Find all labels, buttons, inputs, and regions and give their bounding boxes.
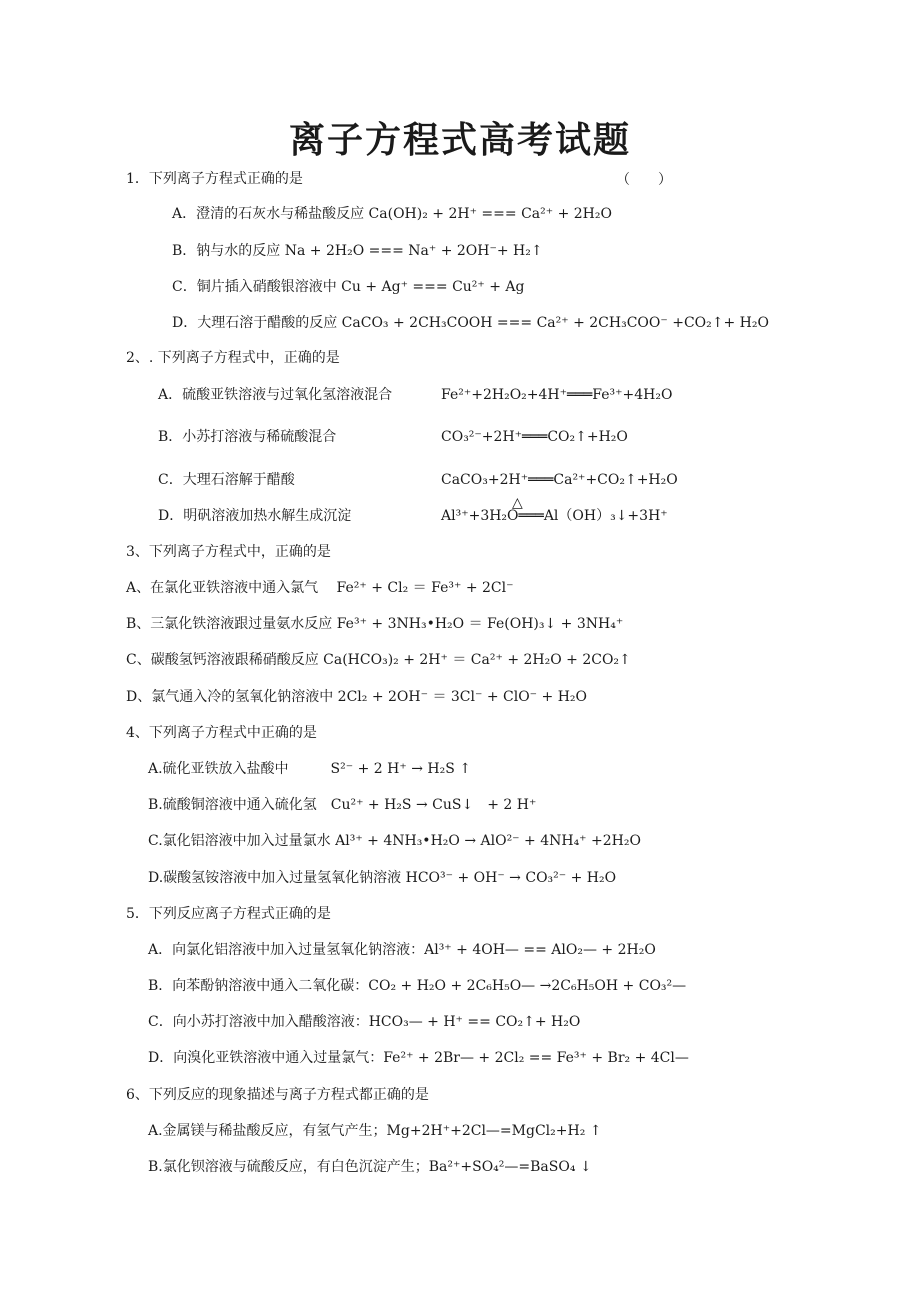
q5-option-a: A．向氯化铝溶液中加入过量氢氧化钠溶液：Al³⁺ + 4OH— == AlO₂— + 2H₂O [148,942,656,958]
q3-option-b: B、三氯化铁溶液跟过量氨水反应 Fe³⁺ + 3NH₃•H₂O ＝ Fe(OH)₃↓ + 3NH₄⁺ [126,616,624,632]
q3-option-c: C、碳酸氢钙溶液跟稀硝酸反应 Ca(HCO₃)₂ + 2H⁺ ＝ Ca²⁺ + 2H₂O + 2CO₂↑ [126,652,631,668]
q2-stem: 2、. 下列离子方程式中，正确的是 [126,350,340,366]
q4-option-d: D.碳酸氢铵溶液中加入过量氢氧化钠溶液 HCO³⁻ + OH⁻ → CO₃²⁻ + H₂O [148,870,617,886]
q4-option-b: B.硫酸铜溶液中通入硫化氢 Cu²⁺ + H₂S → CuS↓ + 2 H⁺ [148,797,537,813]
q3-option-d: D、氯气通入冷的氢氧化钠溶液中 2Cl₂ + 2OH⁻ ＝ 3Cl⁻ + ClO⁻ + H₂O [126,689,588,705]
q6-option-b: B.氯化钡溶液与硫酸反应，有白色沉淀产生；Ba²⁺+SO₄²—=BaSO₄ ↓ [148,1159,592,1175]
page-title: 离子方程式高考试题 [288,120,631,161]
q6-option-a: A.金属镁与稀盐酸反应，有氢气产生；Mg+2H⁺+2Cl—=MgCl₂+H₂ ↑ [148,1123,602,1139]
q3-stem: 3、下列离子方程式中，正确的是 [126,544,331,560]
q2-option-b-label: B．小苏打溶液与稀硫酸混合 [158,429,337,445]
q5-stem: 5．下列反应离子方程式正确的是 [126,906,331,922]
q1-option-c: C．铜片插入硝酸银溶液中 Cu + Ag⁺ === Cu²⁺ + Ag [172,279,525,295]
q4-option-c: C.氯化铝溶液中加入过量氯水 Al³⁺ + 4NH₃•H₂O → AlO²⁻ + 4NH₄⁺ +2H₂O [148,833,641,849]
q4-stem: 4、下列离子方程式中正确的是 [126,725,317,741]
q6-stem: 6、下列反应的现象描述与离子方程式都正确的是 [126,1087,429,1103]
q2-option-d-label: D．明矾溶液加热水解生成沉淀 [158,508,352,524]
q2-option-a-label: A．硫酸亚铁溶液与过氧化氢溶液混合 [158,387,393,403]
heating-condition: △ [512,495,523,511]
q2-option-b-formula: CO₃²⁻+2H⁺═══CO₂↑+H₂O [441,429,628,445]
q5-option-c: C．向小苏打溶液中加入醋酸溶液：HCO₃— + H⁺ == CO₂↑+ H₂O [148,1014,581,1030]
q2-option-a-formula: Fe²⁺+2H₂O₂+4H⁺═══Fe³⁺+4H₂O [441,387,673,403]
q1-option-b: B．钠与水的反应 Na + 2H₂O === Na⁺ + 2OH⁻+ H₂↑ [172,243,543,259]
q3-option-a: A、在氯化亚铁溶液中通入氯气 Fe²⁺ + Cl₂ ＝ Fe³⁺ + 2Cl⁻ [126,580,514,596]
q4-option-a: A.硫化亚铁放入盐酸中 S²⁻ + 2 H⁺ → H₂S ↑ [148,761,471,777]
q1-answer-bracket: （ ） [616,172,672,188]
q1-option-d: D．大理石溶于醋酸的反应 CaCO₃ + 2CH₃COOH === Ca²⁺ + 2CH₃COO⁻ +CO₂↑+ H₂O [172,315,769,331]
q1-option-a: A．澄清的石灰水与稀盐酸反应 Ca(OH)₂ + 2H⁺ === Ca²⁺ + 2H₂O [172,206,612,222]
q2-option-d-formula: Al³⁺+3H₂O═══Al（OH）₃↓+3H⁺ [441,508,668,524]
q2-option-c-formula: CaCO₃+2H⁺═══Ca²⁺+CO₂↑+H₂O [441,472,678,488]
q2-option-c-label: C．大理石溶解于醋酸 [158,472,295,488]
q1-stem: 1．下列离子方程式正确的是 [126,171,303,187]
q5-option-d: D．向溴化亚铁溶液中通入过量氯气：Fe²⁺ + 2Br— + 2Cl₂ == Fe³⁺ + Br₂ + 4Cl— [148,1050,689,1066]
q5-option-b: B．向苯酚钠溶液中通入二氧化碳：CO₂ + H₂O + 2C₆H₅O— →2C₆H₅OH + CO₃²— [148,978,687,994]
